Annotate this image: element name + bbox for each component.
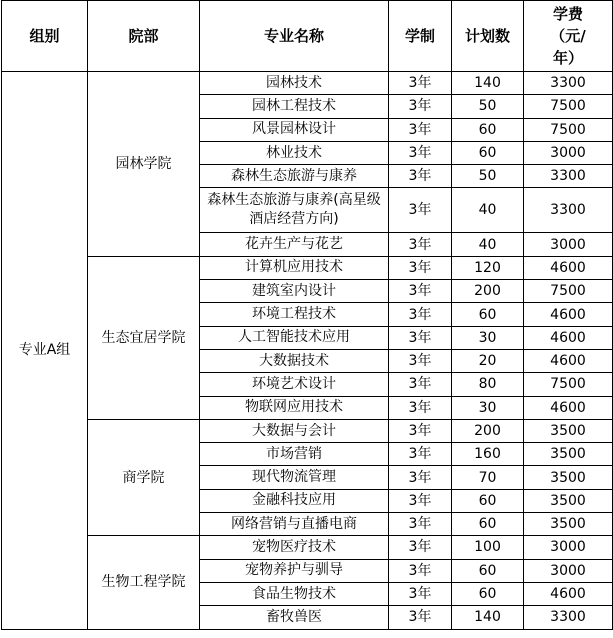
major-cell: 食品生物技术 — [200, 582, 389, 605]
length-cell: 3年 — [389, 326, 452, 349]
fee-cell: 4600 — [524, 582, 613, 605]
major-cell: 宠物养护与驯导 — [200, 559, 389, 582]
plan-cell: 120 — [452, 256, 524, 279]
fee-cell: 3000 — [524, 559, 613, 582]
plan-cell: 30 — [452, 396, 524, 419]
length-cell: 3年 — [389, 443, 452, 466]
length-cell: 3年 — [389, 536, 452, 559]
fee-cell: 7500 — [524, 95, 613, 118]
header-fee-line2: （元/ — [550, 27, 586, 45]
department-cell: 园林学院 — [88, 72, 200, 257]
table-row — [2, 536, 613, 559]
plan-cell: 140 — [452, 606, 524, 629]
fee-cell: 4600 — [524, 326, 613, 349]
major-cell: 网络营销与直播电商 — [200, 513, 389, 536]
fee-cell: 3500 — [524, 466, 613, 489]
length-cell: 3年 — [389, 256, 452, 279]
header-department: 院部 — [88, 1, 200, 72]
fee-cell: 7500 — [524, 373, 613, 396]
length-cell: 3年 — [389, 419, 452, 442]
length-cell: 3年 — [389, 303, 452, 326]
plan-cell: 40 — [452, 233, 524, 256]
length-cell: 3年 — [389, 118, 452, 141]
table-row — [2, 72, 613, 95]
plan-cell: 30 — [452, 326, 524, 349]
length-cell: 3年 — [389, 95, 452, 118]
header-row — [2, 1, 613, 72]
fee-cell: 3300 — [524, 606, 613, 629]
plan-cell: 60 — [452, 141, 524, 164]
fee-cell: 4600 — [524, 256, 613, 279]
header-fee-line3: 年） — [552, 49, 583, 67]
plan-cell: 20 — [452, 349, 524, 372]
department-cell: 商学院 — [88, 419, 200, 535]
plan-cell: 80 — [452, 373, 524, 396]
fee-cell: 3300 — [524, 72, 613, 95]
length-cell: 3年 — [389, 582, 452, 605]
length-cell: 3年 — [389, 513, 452, 536]
major-cell: 森林生态旅游与康养 — [200, 165, 389, 188]
plan-cell: 200 — [452, 419, 524, 442]
plan-cell: 50 — [452, 165, 524, 188]
header-fee — [524, 1, 613, 72]
table-body — [2, 72, 613, 630]
plan-cell: 50 — [452, 95, 524, 118]
plan-cell: 100 — [452, 536, 524, 559]
length-cell: 3年 — [389, 396, 452, 419]
fee-cell: 3300 — [524, 188, 613, 233]
length-cell: 3年 — [389, 349, 452, 372]
length-cell: 3年 — [389, 373, 452, 396]
plan-cell: 60 — [452, 559, 524, 582]
major-cell: 市场营销 — [200, 443, 389, 466]
department-cell: 生态宜居学院 — [88, 256, 200, 419]
fee-cell: 7500 — [524, 280, 613, 303]
plan-cell: 160 — [452, 443, 524, 466]
major-cell: 风景园林设计 — [200, 118, 389, 141]
length-cell: 3年 — [389, 606, 452, 629]
length-cell: 3年 — [389, 141, 452, 164]
header-group: 组别 — [2, 1, 88, 72]
header-plan: 计划数 — [452, 1, 524, 72]
plan-cell: 60 — [452, 582, 524, 605]
major-cell: 园林工程技术 — [200, 95, 389, 118]
major-cell: 现代物流管理 — [200, 466, 389, 489]
fee-cell: 3000 — [524, 233, 613, 256]
plan-cell: 60 — [452, 118, 524, 141]
fee-cell: 3500 — [524, 513, 613, 536]
major-cell: 畜牧兽医 — [200, 606, 389, 629]
major-cell: 物联网应用技术 — [200, 396, 389, 419]
major-cell: 金融科技应用 — [200, 489, 389, 512]
table-row — [2, 256, 613, 279]
major-cell: 宠物医疗技术 — [200, 536, 389, 559]
fee-cell: 3000 — [524, 141, 613, 164]
enrollment-plan-table — [1, 0, 613, 630]
plan-cell: 200 — [452, 280, 524, 303]
header-length: 学制 — [389, 1, 452, 72]
major-cell: 大数据技术 — [200, 349, 389, 372]
plan-cell: 140 — [452, 72, 524, 95]
major-cell: 森林生态旅游与康养(高星级酒店经营方向) — [200, 188, 389, 233]
group-cell: 专业A组 — [2, 72, 88, 630]
major-cell: 大数据与会计 — [200, 419, 389, 442]
length-cell: 3年 — [389, 72, 452, 95]
fee-cell: 4600 — [524, 396, 613, 419]
major-cell: 建筑室内设计 — [200, 280, 389, 303]
length-cell: 3年 — [389, 233, 452, 256]
plan-cell: 60 — [452, 303, 524, 326]
fee-cell: 3000 — [524, 536, 613, 559]
plan-cell: 70 — [452, 466, 524, 489]
major-cell: 环境工程技术 — [200, 303, 389, 326]
length-cell: 3年 — [389, 466, 452, 489]
major-cell: 林业技术 — [200, 141, 389, 164]
table-row — [2, 419, 613, 442]
table-header — [2, 1, 613, 72]
fee-cell: 3300 — [524, 165, 613, 188]
fee-cell: 7500 — [524, 118, 613, 141]
department-cell: 生物工程学院 — [88, 536, 200, 629]
fee-cell: 4600 — [524, 349, 613, 372]
length-cell: 3年 — [389, 559, 452, 582]
major-cell: 园林技术 — [200, 72, 389, 95]
length-cell: 3年 — [389, 188, 452, 233]
major-cell: 计算机应用技术 — [200, 256, 389, 279]
header-major: 专业名称 — [200, 1, 389, 72]
major-cell: 花卉生产与花艺 — [200, 233, 389, 256]
fee-cell: 3500 — [524, 419, 613, 442]
length-cell: 3年 — [389, 280, 452, 303]
plan-cell: 60 — [452, 489, 524, 512]
fee-cell: 4600 — [524, 303, 613, 326]
major-cell: 环境艺术设计 — [200, 373, 389, 396]
plan-cell: 60 — [452, 513, 524, 536]
length-cell: 3年 — [389, 165, 452, 188]
fee-cell: 3500 — [524, 489, 613, 512]
header-fee-line1: 学费 — [552, 5, 583, 23]
major-cell: 人工智能技术应用 — [200, 326, 389, 349]
plan-cell: 40 — [452, 188, 524, 233]
fee-cell: 3500 — [524, 443, 613, 466]
length-cell: 3年 — [389, 489, 452, 512]
